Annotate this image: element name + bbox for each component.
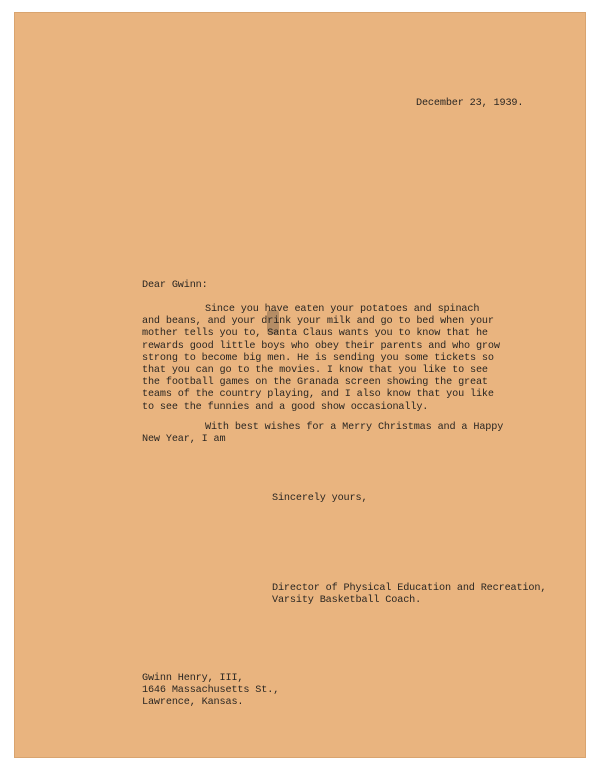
signature-title-line: Director of Physical Education and Recreation,: [272, 583, 547, 594]
signature-title-line: Varsity Basketball Coach.: [272, 595, 422, 607]
letter-date: December 23, 1939.: [416, 98, 524, 109]
address-line: Gwinn Henry, III,: [142, 673, 244, 684]
recipient-address: [142, 673, 279, 710]
body-line: New Year, I am: [142, 433, 226, 445]
complimentary-closing: Sincerely yours,: [272, 493, 368, 504]
body-line: the football games on the Granada screen showing the great: [142, 377, 488, 389]
address-line: 1646 Massachusetts St.,: [142, 685, 280, 697]
address-line: Lawrence, Kansas.: [142, 697, 244, 709]
body-line: to see the funnies and a good show occasionally.: [142, 401, 429, 413]
salutation: Dear Gwinn:: [142, 280, 208, 291]
body-line: strong to become big men. He is sending you some tickets so: [142, 352, 494, 364]
body-line: mother tells you to, Santa Claus wants you to know that he: [142, 328, 488, 340]
body-line: and beans, and your drink your milk and go to bed when your: [142, 316, 494, 328]
body-line: With best wishes for a Merry Christmas and a Happy: [205, 421, 504, 433]
signature-block: [272, 583, 546, 607]
letter-page: [14, 12, 586, 758]
paragraph-gap: [142, 414, 522, 422]
body-line: that you can go to the movies. I know that you like to see: [142, 364, 488, 376]
body-line: Since you have eaten your potatoes and spinach: [205, 304, 480, 315]
body-line: teams of the country playing, and I also know that you like: [142, 389, 494, 401]
body-line: rewards good little boys who obey their parents and who grow: [142, 340, 500, 352]
letter-body: [142, 304, 522, 446]
